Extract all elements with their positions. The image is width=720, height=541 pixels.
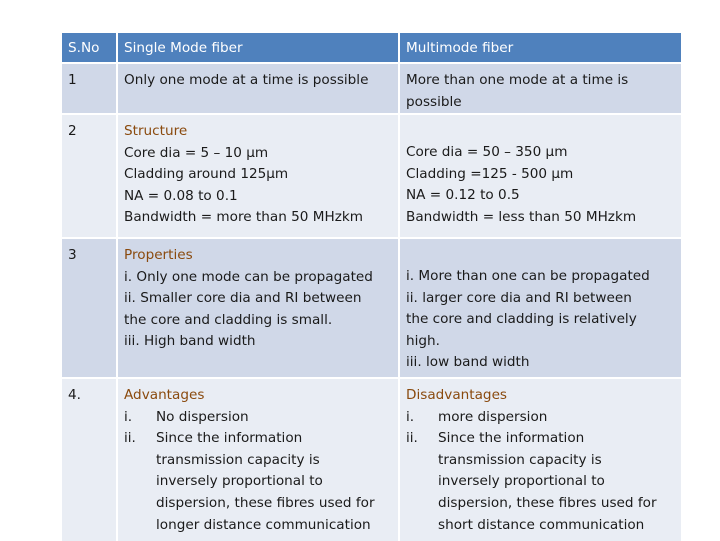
row3-multi-line: iii. low band width bbox=[406, 354, 530, 371]
row1-multi bbox=[400, 64, 681, 113]
row4-multi bbox=[400, 379, 681, 541]
list-item-line: dispersion, these fibres used for bbox=[156, 494, 375, 511]
list-item bbox=[406, 407, 675, 429]
row3-single-line: ii. Smaller core dia and RI between bbox=[124, 290, 362, 307]
row4-sno: 4. bbox=[62, 379, 118, 541]
row2-multi bbox=[400, 115, 681, 237]
list-item bbox=[406, 428, 675, 536]
row2-single-line: Bandwidth = more than 50 MHzkm bbox=[124, 209, 363, 226]
row2-sno: 2 bbox=[62, 115, 118, 237]
row4-multi-title: Disadvantages bbox=[406, 387, 508, 403]
list-item-line: more dispersion bbox=[438, 408, 548, 425]
list-item-line: No dispersion bbox=[156, 408, 249, 425]
header-sno: S.No bbox=[62, 33, 118, 62]
row1-multi-line: possible bbox=[406, 93, 462, 110]
row1-multi-line: More than one mode at a time is bbox=[406, 72, 629, 88]
row3-multi-line: ii. larger core dia and RI between bbox=[406, 289, 632, 306]
list-item-line: transmission capacity is bbox=[156, 451, 320, 468]
list-item-number: ii. bbox=[124, 430, 136, 447]
list-item-line: transmission capacity is bbox=[438, 451, 602, 468]
row1-single bbox=[118, 64, 400, 113]
list-item-number: ii. bbox=[406, 430, 418, 447]
row2-multi-line: NA = 0.12 to 0.5 bbox=[406, 187, 520, 204]
row2-multi-line: Cladding =125 - 500 µm bbox=[406, 165, 574, 182]
list-item-text bbox=[438, 428, 675, 536]
list-item-line: inversely proportional to bbox=[156, 473, 323, 490]
list-item-line: short distance communication bbox=[438, 516, 645, 533]
row2-single-line: NA = 0.08 to 0.1 bbox=[124, 187, 238, 204]
row4-single-title: Advantages bbox=[124, 387, 205, 403]
comparison-table bbox=[62, 33, 681, 541]
header-single-mode: Single Mode fiber bbox=[118, 33, 400, 62]
list-item-line: Since the information bbox=[156, 430, 303, 447]
list-item-line: dispersion, these fibres used for bbox=[438, 494, 657, 511]
row1-single-line: Only one mode at a time is possible bbox=[124, 72, 369, 88]
row3-single-title: Properties bbox=[124, 247, 193, 263]
list-item-text bbox=[156, 428, 392, 536]
row3-multi bbox=[400, 239, 681, 377]
row2-multi-line: Bandwidth = less than 50 MHzkm bbox=[406, 208, 637, 225]
row4-single bbox=[118, 379, 400, 541]
row3-multi-line: i. More than one can be propagated bbox=[406, 268, 650, 284]
list-item-line: inversely proportional to bbox=[438, 473, 605, 490]
row2-multi-line: Core dia = 50 – 350 µm bbox=[406, 144, 568, 160]
list-item-text bbox=[438, 407, 675, 429]
list-item-line: Since the information bbox=[438, 430, 585, 447]
row3-single-line: iii. High band width bbox=[124, 333, 256, 350]
list-item-text bbox=[156, 407, 392, 429]
list-item bbox=[124, 428, 392, 536]
row2-single-line: Core dia = 5 – 10 µm bbox=[124, 144, 269, 161]
list-item-line: longer distance communication bbox=[156, 516, 371, 533]
row2-single bbox=[118, 115, 400, 237]
row3-single-line: i. Only one mode can be propagated bbox=[124, 268, 373, 285]
row2-single-line: Cladding around 125µm bbox=[124, 166, 289, 183]
row3-multi-line: the core and cladding is relatively bbox=[406, 311, 637, 328]
row3-multi-line: high. bbox=[406, 332, 440, 349]
row3-single bbox=[118, 239, 400, 377]
header-multimode: Multimode fiber bbox=[400, 33, 681, 62]
row3-single-line: the core and cladding is small. bbox=[124, 311, 333, 328]
row2-single-title: Structure bbox=[124, 123, 188, 139]
row1-sno: 1 bbox=[62, 64, 118, 113]
row3-sno: 3 bbox=[62, 239, 118, 377]
list-item bbox=[124, 407, 392, 429]
list-item-number: i. bbox=[406, 408, 415, 425]
list-item-number: i. bbox=[124, 408, 133, 425]
